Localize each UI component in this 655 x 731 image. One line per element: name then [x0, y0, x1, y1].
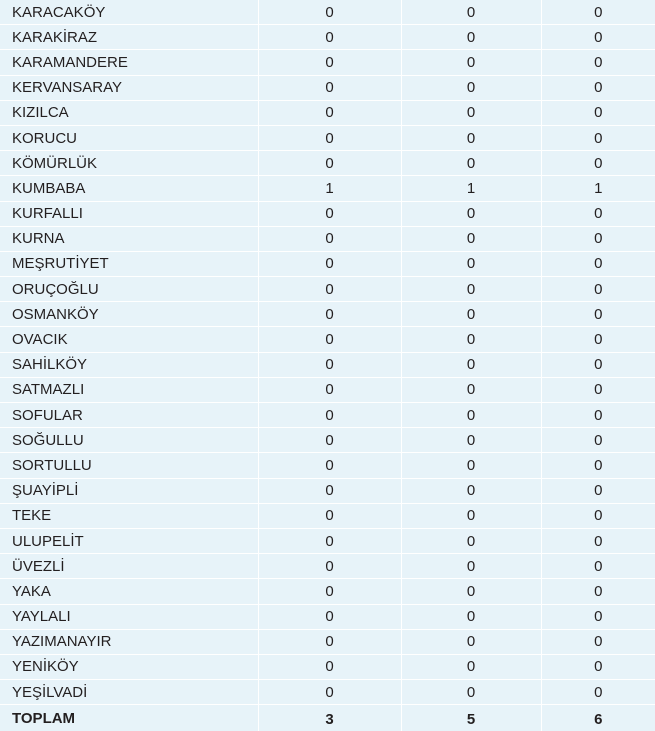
value-col3-cell: 0 [541, 352, 655, 377]
value-col2-cell: 0 [401, 277, 541, 302]
value-col1-cell: 0 [258, 75, 401, 100]
value-col1-cell: 0 [258, 377, 401, 402]
value-col3-cell: 0 [541, 377, 655, 402]
total-label: TOPLAM [0, 705, 258, 731]
value-col1-cell: 0 [258, 352, 401, 377]
value-col3-cell: 0 [541, 604, 655, 629]
village-name-cell: KURFALLI [0, 201, 258, 226]
value-col3-cell: 0 [541, 453, 655, 478]
value-col3-cell: 0 [541, 251, 655, 276]
village-name-cell: ORUÇOĞLU [0, 277, 258, 302]
table-row [0, 604, 655, 629]
value-col2-cell: 0 [401, 403, 541, 428]
table-row [0, 176, 655, 201]
value-col1-cell: 0 [258, 151, 401, 176]
value-col3-cell: 0 [541, 680, 655, 705]
value-col1-cell: 0 [258, 453, 401, 478]
value-col1-cell: 0 [258, 251, 401, 276]
value-col1-cell: 0 [258, 654, 401, 679]
village-name-cell: KERVANSARAY [0, 75, 258, 100]
table-row [0, 75, 655, 100]
value-col3-cell: 0 [541, 277, 655, 302]
value-col2-cell: 0 [401, 579, 541, 604]
table-row [0, 226, 655, 251]
table-row [0, 503, 655, 528]
value-col3-cell: 0 [541, 201, 655, 226]
village-name-cell: SAHİLKÖY [0, 352, 258, 377]
village-name-cell: YENİKÖY [0, 654, 258, 679]
value-col1-cell: 0 [258, 50, 401, 75]
value-col3-cell: 1 [541, 176, 655, 201]
value-col2-cell: 0 [401, 654, 541, 679]
table-row [0, 403, 655, 428]
value-col2-cell: 0 [401, 352, 541, 377]
value-col1-cell: 0 [258, 629, 401, 654]
village-name-cell: OVACIK [0, 327, 258, 352]
value-col2-cell: 0 [401, 629, 541, 654]
value-col3-cell: 0 [541, 554, 655, 579]
value-col3-cell: 0 [541, 50, 655, 75]
value-col2-cell: 0 [401, 503, 541, 528]
value-col3-cell: 0 [541, 25, 655, 50]
value-col3-cell: 0 [541, 428, 655, 453]
value-col3-cell: 0 [541, 100, 655, 125]
value-col3-cell: 0 [541, 125, 655, 150]
village-name-cell: SATMAZLI [0, 377, 258, 402]
value-col2-cell: 0 [401, 125, 541, 150]
value-col2-cell: 0 [401, 50, 541, 75]
village-name-cell: KARAMANDERE [0, 50, 258, 75]
total-value-col3: 6 [594, 710, 603, 728]
village-name-cell: YEŞİLVADİ [0, 680, 258, 705]
value-col1-cell: 1 [258, 176, 401, 201]
value-col3-cell: 0 [541, 302, 655, 327]
value-col2-cell: 0 [401, 428, 541, 453]
value-col1-cell: 0 [258, 226, 401, 251]
value-col2-cell: 0 [401, 0, 541, 25]
village-name-cell: TEKE [0, 503, 258, 528]
village-name-cell: YAYLALI [0, 604, 258, 629]
village-name-cell: SOĞULLU [0, 428, 258, 453]
value-col3-cell: 0 [541, 654, 655, 679]
value-col2-cell: 0 [401, 25, 541, 50]
village-name-cell: KARACAKÖY [0, 0, 258, 25]
village-name-cell: KARAKİRAZ [0, 25, 258, 50]
value-col2-cell: 0 [401, 327, 541, 352]
value-col2-cell: 1 [401, 176, 541, 201]
value-col1-cell: 0 [258, 428, 401, 453]
table-row [0, 0, 655, 25]
table-row [0, 302, 655, 327]
value-col1-cell: 0 [258, 680, 401, 705]
value-col3-cell: 0 [541, 151, 655, 176]
value-col2-cell: 0 [401, 226, 541, 251]
value-col3-cell: 0 [541, 226, 655, 251]
value-col2-cell: 0 [401, 680, 541, 705]
value-col1-cell: 0 [258, 478, 401, 503]
table-row [0, 50, 655, 75]
village-name-cell: KURNA [0, 226, 258, 251]
village-name-cell: SOFULAR [0, 403, 258, 428]
table-row [0, 579, 655, 604]
value-col1-cell: 0 [258, 327, 401, 352]
total-value-col1: 3 [258, 705, 401, 731]
village-name-cell: SORTULLU [0, 453, 258, 478]
value-col3-cell: 0 [541, 478, 655, 503]
table-row [0, 100, 655, 125]
table-row [0, 680, 655, 705]
value-col3-cell: 0 [541, 327, 655, 352]
value-col1-cell: 0 [258, 0, 401, 25]
value-col2-cell: 0 [401, 377, 541, 402]
value-col3-cell: 0 [541, 503, 655, 528]
value-col2-cell: 0 [401, 100, 541, 125]
value-col2-cell: 0 [401, 75, 541, 100]
village-name-cell: OSMANKÖY [0, 302, 258, 327]
table-row [0, 277, 655, 302]
village-name-cell: ÜVEZLİ [0, 554, 258, 579]
value-col3-cell: 0 [541, 0, 655, 25]
village-name-cell: YAZIMANAYIR [0, 629, 258, 654]
table-row [0, 377, 655, 402]
value-col1-cell: 0 [258, 125, 401, 150]
value-col2-cell: 0 [401, 251, 541, 276]
value-col3-cell: 0 [541, 528, 655, 553]
value-col1-cell: 0 [258, 554, 401, 579]
village-name-cell: MEŞRUTİYET [0, 251, 258, 276]
value-col2-cell: 0 [401, 604, 541, 629]
value-col3-cell: 0 [541, 403, 655, 428]
value-col1-cell: 0 [258, 277, 401, 302]
village-name-cell: KÖMÜRLÜK [0, 151, 258, 176]
value-col1-cell: 0 [258, 604, 401, 629]
village-name-cell: YAKA [0, 579, 258, 604]
value-col2-cell: 0 [401, 528, 541, 553]
total-value-col2: 5 [401, 705, 541, 731]
value-col3-cell: 0 [541, 629, 655, 654]
table-row [0, 654, 655, 679]
table-row [0, 453, 655, 478]
table-row [0, 251, 655, 276]
table-row [0, 327, 655, 352]
village-name-cell: ŞUAYİPLİ [0, 478, 258, 503]
table-row [0, 528, 655, 553]
value-col1-cell: 0 [258, 302, 401, 327]
table-row [0, 201, 655, 226]
value-col1-cell: 0 [258, 403, 401, 428]
value-col2-cell: 0 [401, 554, 541, 579]
value-col2-cell: 0 [401, 151, 541, 176]
table-row [0, 352, 655, 377]
village-name-cell: KIZILCA [0, 100, 258, 125]
value-col1-cell: 0 [258, 528, 401, 553]
village-name-cell: KUMBABA [0, 176, 258, 201]
table-total-row [0, 705, 655, 731]
table-row [0, 428, 655, 453]
value-col2-cell: 0 [401, 453, 541, 478]
value-col3-cell: 0 [541, 75, 655, 100]
value-col1-cell: 0 [258, 503, 401, 528]
value-col1-cell: 0 [258, 201, 401, 226]
value-col2-cell: 0 [401, 478, 541, 503]
table-row [0, 629, 655, 654]
table-row [0, 478, 655, 503]
value-col2-cell: 0 [401, 302, 541, 327]
value-col1-cell: 0 [258, 579, 401, 604]
value-col1-cell: 0 [258, 100, 401, 125]
table-row [0, 554, 655, 579]
value-col1-cell: 0 [258, 25, 401, 50]
table-row [0, 125, 655, 150]
table-row [0, 25, 655, 50]
value-col2-cell: 0 [401, 201, 541, 226]
village-name-cell: KORUCU [0, 125, 258, 150]
village-name-cell: ULUPELİT [0, 528, 258, 553]
value-col3-cell: 0 [541, 579, 655, 604]
table-row [0, 151, 655, 176]
